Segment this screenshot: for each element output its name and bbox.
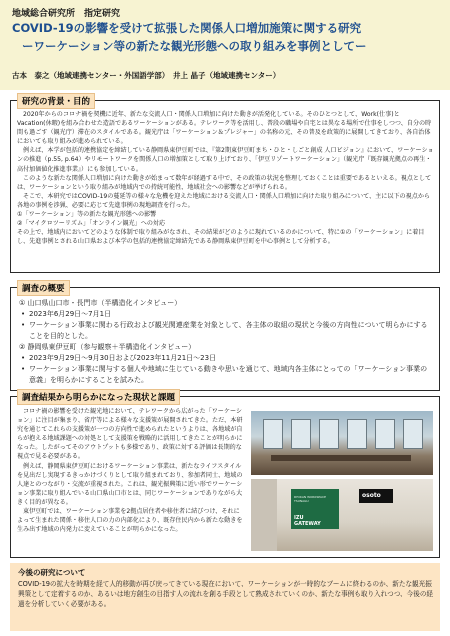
research-viewpoint-1: ①「ワーケーション」等の新たな観光形態への影響: [17, 211, 157, 219]
findings-paragraph: 例えば、静岡県東伊豆町におけるワーケーション事業は、新たなライフスタイルを見出だし実現するきっかけづくりとして取り組まれており、参加者同士、地域の人達とのつながり・交流が重視された。これは、観光振興策に近い形でワーケーション事業に取り組んでいる山口県山口市とは、同じワーケーションでありながら大きく目的が異なる。: [17, 462, 243, 506]
background-paragraph: 例えば、本学が包括的連携協定を締結している静岡県東伊豆町では、『第2期東伊豆町まち・ひと・しごと創成 人口ビジョン』において、ワーケーションの推進（p.55, p.64）やリモートワークを関係人口の増加策として取り上げており、「伊豆リゾートワーケーション」（観光庁『既存観光拠点の再生・高付加価値化推進事業』）にも参加している。: [17, 147, 434, 173]
poster-subtitle: ーワーケーション等の新たな観光形態への取り組みを事例としてー: [22, 39, 367, 53]
site2-date: • 2023年9月29日～9月30日および2023年11月21日～23日: [19, 353, 433, 364]
authors: 古本 泰之（地域連携センター・外国語学部） 井上 晶子（地域連携センター）: [12, 71, 281, 80]
overview-body: [19, 298, 433, 386]
site2-description: • ワーケーション事業に関与する個人や地域に生じている動きや思いを通じて、地域内各主体にとっての「ワーケーション事業の意義」を明らかにすることを試みた。: [19, 364, 433, 386]
future-body: COVID-19の拡大を時期を経て人的移動が再び戻ってきている現在において、ワーケーションが一時的なブームに終わるのか、新たな観光振興策として定着するのか、あるいは地方創生の目指す人の流れを創る手段として熟成されていくのか、新たな事例も取り入れつつ、今後の経過を分析していく必要がある。: [18, 580, 434, 608]
izu-gateway-sign: [291, 489, 339, 529]
site1-description: • ワーケーション事業に関わる行政および観光関連産業を対象として、各主体の取組の現状と今後の方向性について明らかにすることを目的とした。: [19, 320, 433, 342]
background-label: 研究の背景・目的: [17, 93, 95, 109]
background-paragraph: そこで、本研究ではCOVID-19の蔓延等の様々な危機を迎えた地域における交流人口・関係人口増加に向けた取り組みについて、主に以下の視点から各地の事例を渉猟、必要に応じて先進事例の現地調査を行った。: [17, 192, 431, 209]
background-paragraph: このような新たな関係人口増加に向けた動きが始まって数年が経過する中で、その政策の状況を整理しておくことは重要であるといえる。視点としては、ワーケーションという取り組みが地域内での持続可能性、地域社会への影響などが挙げられる。: [17, 174, 432, 191]
sign-main-text: IZU GATEWAY: [294, 515, 321, 527]
future-section: [10, 563, 440, 631]
sign-small-text: RYOKAN WORKSPACE TSUNAGU: [294, 495, 326, 503]
site1-title: ① 山口県山口市・長門市（半構造化インタビュー）: [19, 299, 182, 307]
overview-label: 調査の概要: [17, 280, 70, 296]
findings-section: [10, 393, 440, 558]
findings-label: 調査結果から明らかになった現状と課題: [17, 389, 180, 405]
findings-paragraph: コロナ禍の影響を受けた観光地において、テレワークから広がった「ワーケーション」に注目が集まり、省庁等による様々な支援策が展開されてきた。ただ、本研究を通じてこれらの支援策が一つの方向性で進められたというよりは、各地域が自らが抱える地域課題への対処として支援策を戦略的に活用してきたことが明らかになった。したがってそのアウトプットも多様であり、政策に対する評価は長期的な視点で見る必要がある。: [17, 408, 243, 461]
osoto-sign: [359, 489, 393, 503]
poster-title: COVID-19の影響を受けて拡張した関係人口増加施策に関する研究: [12, 21, 362, 35]
background-body: [17, 110, 434, 246]
background-section: [10, 97, 440, 273]
overview-section: [10, 284, 440, 391]
department-label: 地域総合研究所 指定研究: [12, 9, 121, 19]
izu-gateway-photo: [251, 479, 433, 551]
osoto-sign-text: osoto: [362, 492, 381, 499]
research-viewpoint-2: ②「マイクロツーリズム」「オンライン観光」への対応: [17, 220, 166, 228]
workspace-interior-photo: [251, 411, 433, 475]
background-paragraph: 2020年からのコロナ禍を契機に近年、新たな交流人口・関係人口増加に向けた動きが活発化している。そのひとつとして、Work(仕事)とVacation(休暇)を組み合わせた造語であるワーケーションがある。テレワーク等を活用し、普段の職場や自宅とは異なる場所で仕事をしつつ、自分の時間も過ごす（観光庁）滞在のスタイルである。観光庁は「ワーケーション＆プレジャー」の名称の元、その普及を政策的に展開してきており、各自治体においても取り組みが進められている。: [17, 111, 432, 146]
background-paragraph: その上で、地域内においてどのような体制で取り組みがなされ、その結果がどのように現れているのかについて、特に①の「ワーケーション」に着目し、先進事例とされる山口県および本学の包括的連携協定締結先である静岡県東伊豆町を中心事例として分析する。: [17, 229, 425, 246]
findings-paragraph: 東伊豆町では、ワーケーション事業を2拠点居住者や移住者に結びつけ、それによって生まれた関係・移住人口の力の内部化により、既存住民内から新たな動きを生み出す地域の内発力に変えていることが明らかになった。: [17, 508, 243, 534]
site1-date: • 2023年6月29日～7月1日: [19, 309, 433, 320]
future-label: 今後の研究について: [18, 568, 86, 577]
site2-title: ② 静岡県東伊豆町（参与観察＋半構造化インタビュー）: [19, 343, 196, 351]
poster-header: [0, 0, 450, 90]
findings-body: [17, 407, 243, 534]
